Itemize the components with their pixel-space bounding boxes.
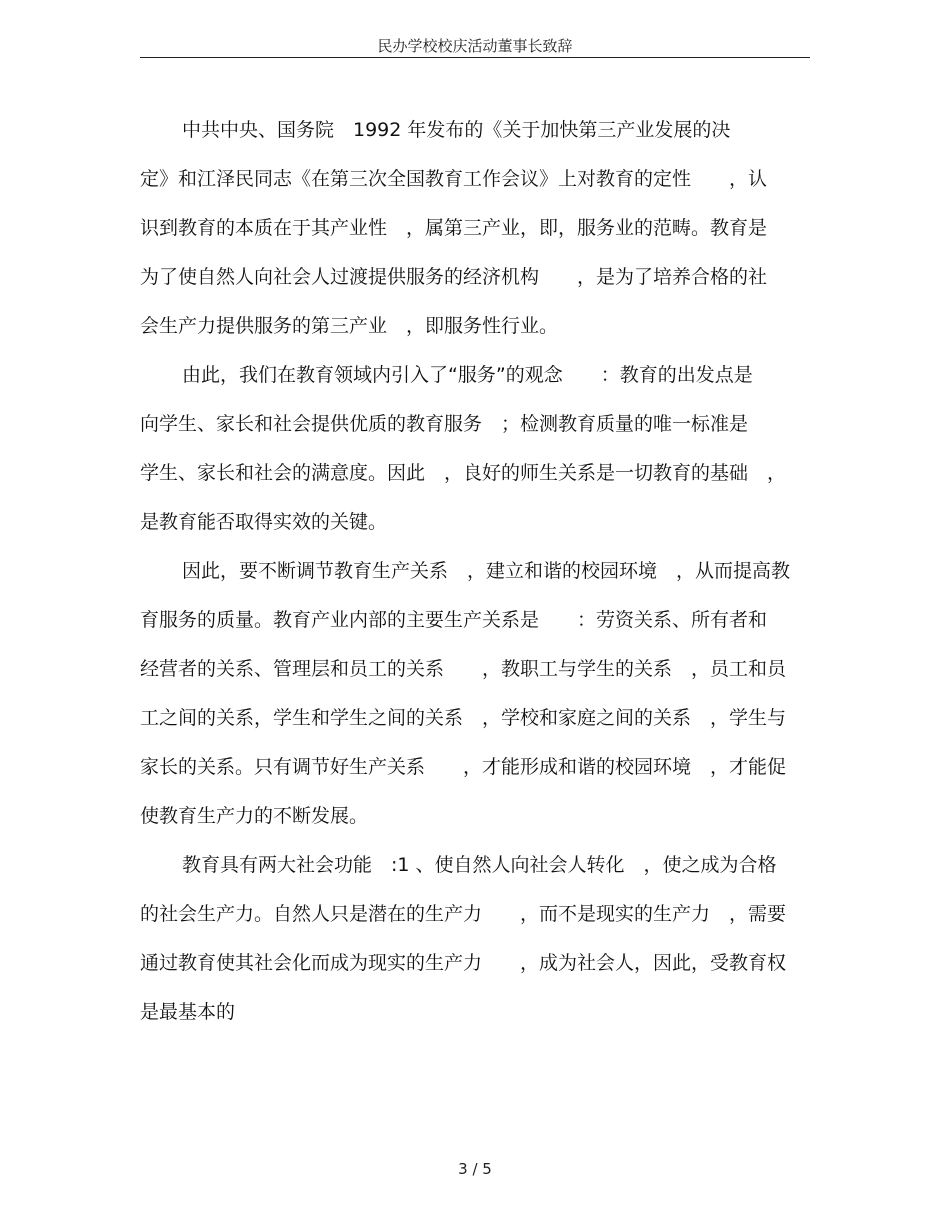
paragraph-4-line-3: 通过教育使其社会化而成为现实的生产力 ，成为社会人，因此，受教育权 (140, 952, 787, 974)
paragraph-3-line-1: 因此，要不断调节教育生产关系 ，建立和谐的校园环境 ，从而提高教 (182, 560, 791, 582)
page-number: 3 / 5 (458, 1160, 492, 1178)
document-body (140, 106, 812, 1037)
paragraph-2-line-4: 是教育能否取得实效的关键。 (140, 511, 388, 533)
paragraph-4-line-4: 是最基本的 (140, 1001, 236, 1023)
paragraph-4-line-2: 的社会生产力。自然人只是潜在的生产力 ，而不是现实的生产力 ，需要 (140, 903, 787, 925)
header-divider (140, 57, 810, 58)
paragraph-2-line-3: 学生、家长和社会的满意度。因此 ，良好的师生关系是一切教育的基础 ， (140, 462, 787, 484)
paragraph-2-line-2: 向学生、家长和社会提供优质的教育服务 ；检测教育质量的唯一标准是 (140, 413, 749, 435)
paragraph-1-line-5: 会生产力提供服务的第三产业 ，即服务性行业。 (140, 315, 559, 337)
paragraph-1-line-1: 中共中央、国务院 1992 年发布的《关于加快第三产业发展的决 (182, 119, 731, 141)
paragraph-3-line-2: 育服务的质量。教育产业内部的主要生产关系是 ：劳资关系、所有者和 (140, 609, 768, 631)
paragraph-4-line-1: 教育具有两大社会功能 :1 、使自然人向社会人转化 ，使之成为合格 (182, 854, 777, 876)
paragraph-1-line-2: 定》和江泽民同志《在第三次全国教育工作会议》上对教育的定性 ，认 (140, 168, 768, 190)
paragraph-3-line-5: 家长的关系。只有调节好生产关系 ，才能形成和谐的校园环境 ，才能促 (140, 756, 787, 778)
paragraph-3-line-6: 使教育生产力的不断发展。 (140, 805, 369, 827)
paragraph-1-line-3: 识到教育的本质在于其产业性 ，属第三产业，即，服务业的范畴。教育是 (140, 217, 768, 239)
paragraph-1-line-4: 为了使自然人向社会人过渡提供服务的经济机构 ，是为了培养合格的社 (140, 266, 768, 288)
paragraph-2-line-1: 由此，我们在教育领域内引入了“服务”的观念 ：教育的出发点是 (182, 364, 753, 386)
paragraph-3-line-3: 经营者的关系、管理层和员工的关系 ，教职工与学生的关系 ，员工和员 (140, 658, 787, 680)
page-header-title: 民办学校校庆活动董事长致辞 (377, 37, 573, 55)
paragraph-3-line-4: 工之间的关系，学生和学生之间的关系 ，学校和家庭之间的关系 ，学生与 (140, 707, 787, 729)
